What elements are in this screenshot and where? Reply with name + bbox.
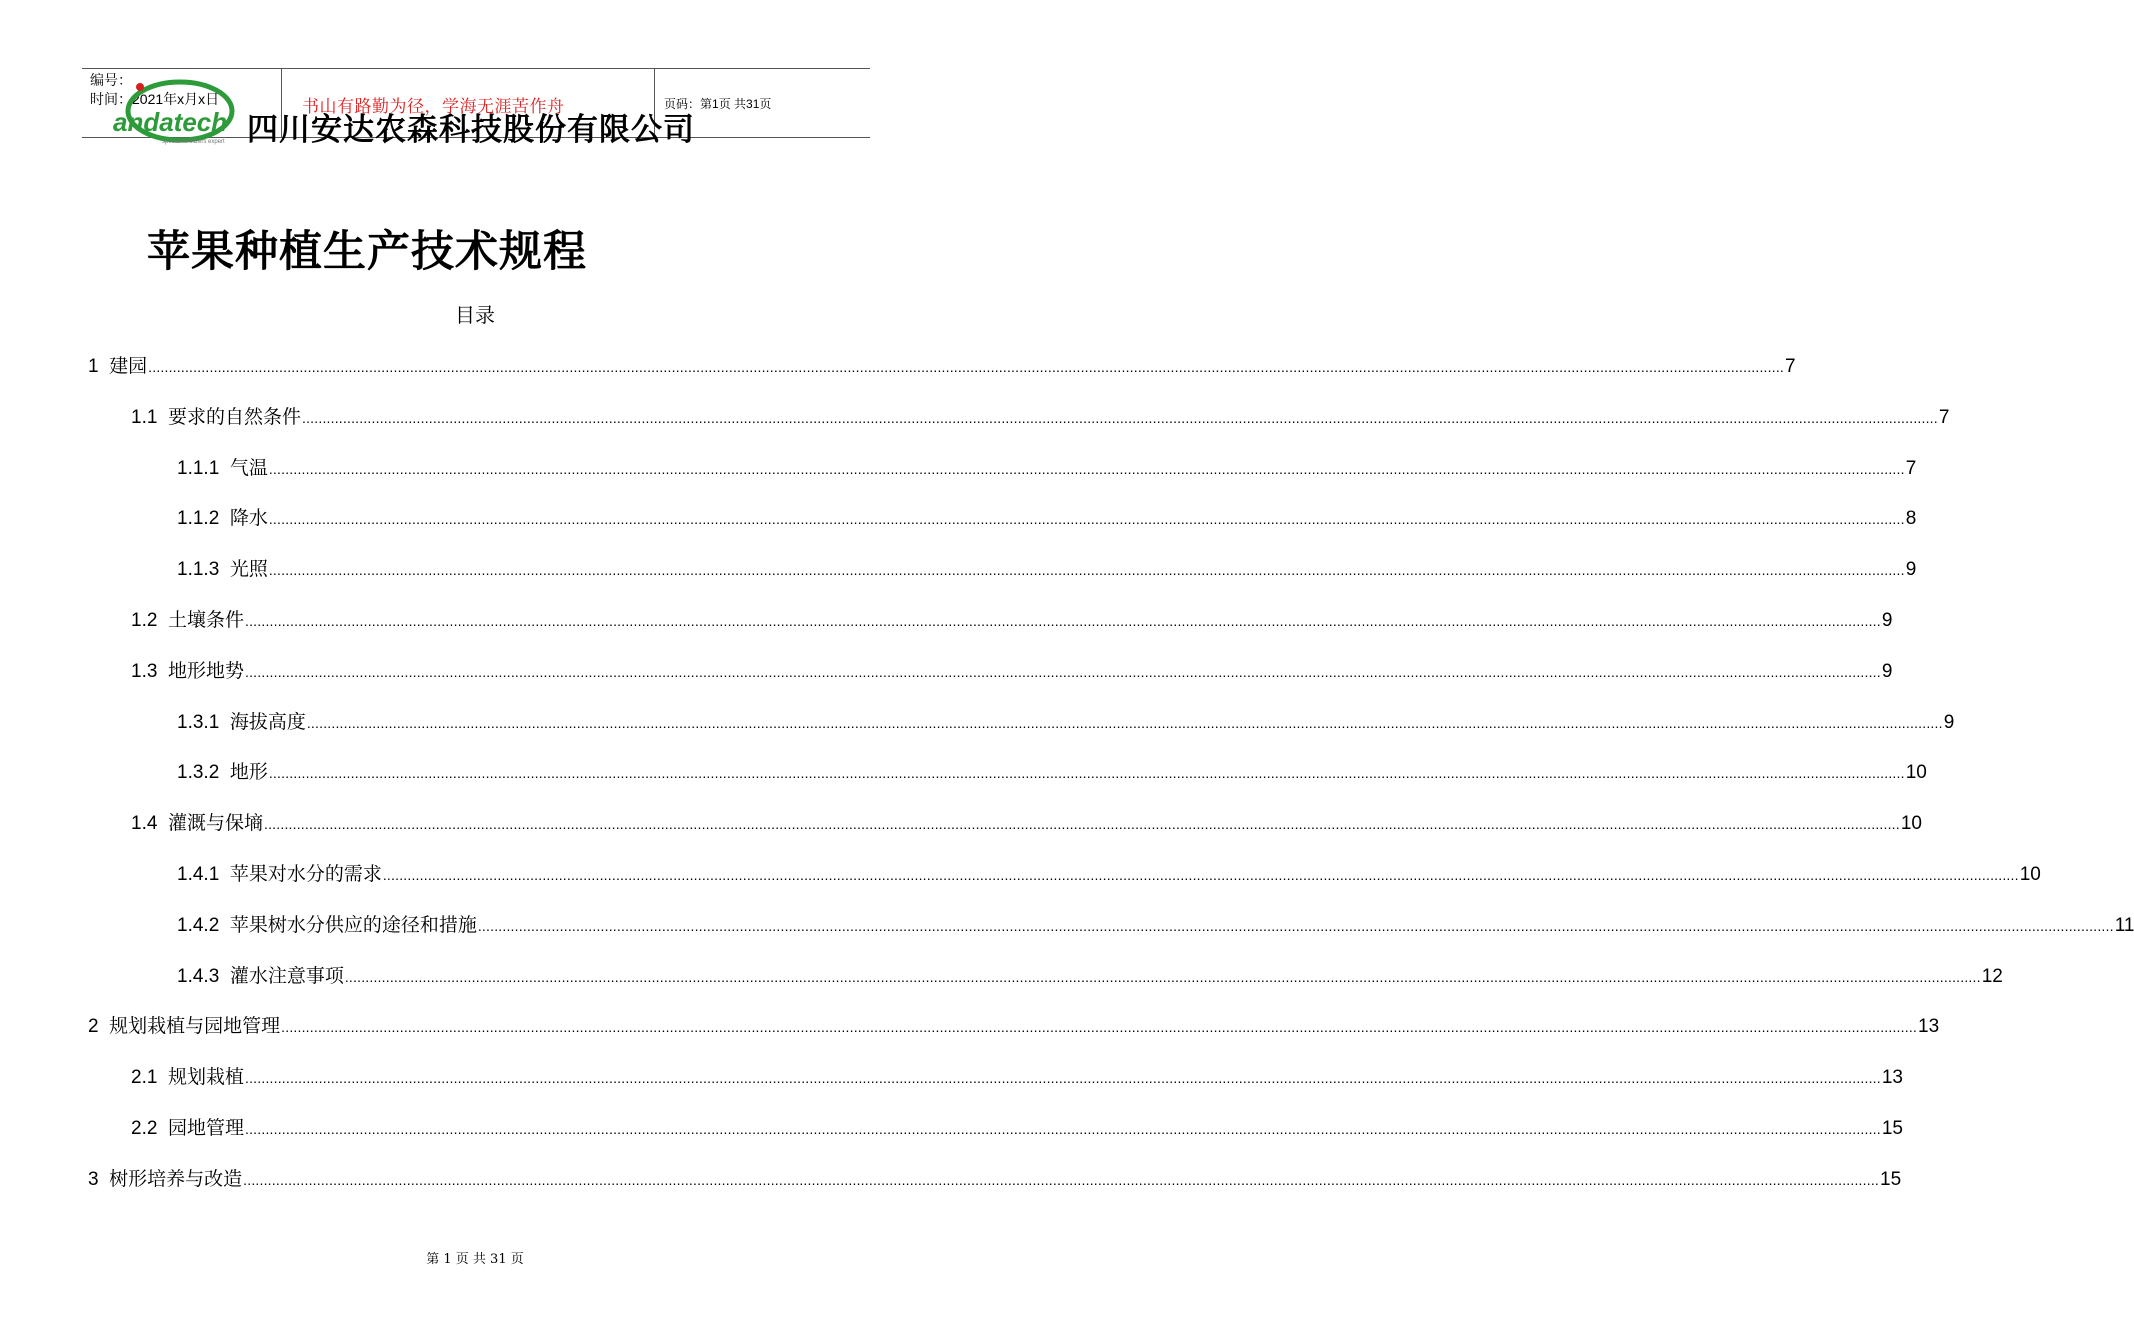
toc-leader-dots: ................................................................................................................................................................................................................................................................................................................................................................................................................ [245, 613, 1881, 629]
toc-entry[interactable] [131, 655, 1893, 683]
toc-entry[interactable] [177, 553, 1917, 581]
toc-leader-dots: ................................................................................................................................................................................................................................................................................................................................................................................................................ [268, 511, 1905, 528]
toc-entry-text: 要求的自然条件 [167, 406, 301, 428]
page-current: 1 [712, 97, 719, 111]
toc-leader-dots: ................................................................................................................................................................................................................................................................................................................................................................................................................ [268, 562, 1905, 579]
toc-entry[interactable] [131, 604, 1893, 632]
toc-entry[interactable] [177, 452, 1917, 480]
toc-entry-number: 2 [88, 1016, 110, 1038]
toc-entry[interactable] [177, 909, 2134, 937]
toc-entry-text: 地形地势 [167, 660, 244, 682]
document-header [82, 68, 870, 148]
toc-entry-number: 3 [88, 1168, 110, 1190]
toc-leader-dots: ................................................................................................................................................................................................................................................................................................................................................................................................................ [382, 867, 2019, 883]
toc-entry-page: 9 [1881, 660, 1893, 682]
toc-entry[interactable] [131, 1061, 1903, 1089]
company-name: 四川安达农森科技股份有限公司 [247, 112, 695, 148]
toc-entry[interactable] [131, 401, 1950, 429]
logo-tagline: special fertilizers expert [162, 139, 225, 145]
toc-entry-page: 7 [1905, 457, 1917, 479]
toc-entry-number: 1.3.1 [177, 711, 230, 733]
toc-leader-dots: ................................................................................................................................................................................................................................................................................................................................................................................................................ [306, 714, 1943, 731]
toc-entry-number: 1.3.2 [177, 762, 230, 784]
toc-entry[interactable] [177, 706, 1955, 734]
toc-entry-page: 10 [1905, 762, 1927, 784]
toc-entry-text: 园地管理 [167, 1118, 244, 1139]
toc-leader-dots: ................................................................................................................................................................................................................................................................................................................................................................................................................ [268, 765, 1905, 782]
toc-entry[interactable] [131, 807, 1922, 835]
toc-entry-page: 8 [1905, 508, 1917, 530]
toc-leader-dots: ................................................................................................................................................................................................................................................................................................................................................................................................................ [268, 460, 1905, 477]
toc-entry-number: 1.1.3 [177, 559, 230, 581]
toc-leader-dots: ................................................................................................................................................................................................................................................................................................................................................................................................................ [344, 968, 1981, 985]
toc-entry[interactable] [177, 960, 2003, 988]
toc-entry[interactable] [88, 1163, 1902, 1191]
toc-leader-dots: ................................................................................................................................................................................................................................................................................................................................................................................................................ [281, 1019, 1917, 1036]
toc-entry[interactable] [88, 350, 1796, 378]
toc-entry[interactable] [131, 1112, 1903, 1140]
toc-entry-text: 地形 [229, 762, 268, 784]
toc-leader-dots: ................................................................................................................................................................................................................................................................................................................................................................................................................ [245, 1121, 1881, 1137]
toc-entry-text: 苹果树水分供应的途径和措施 [229, 914, 477, 936]
toc-leader-dots: ................................................................................................................................................................................................................................................................................................................................................................................................................ [148, 359, 1784, 375]
toc-entry-text: 建园 [109, 356, 148, 377]
toc-entry-page: 9 [1905, 559, 1917, 581]
page-total: 31 [746, 97, 760, 111]
toc-entry-page: 9 [1881, 610, 1893, 631]
toc-entry-page: 13 [1918, 1016, 1940, 1038]
toc-entry-page: 9 [1943, 711, 1955, 733]
toc-entry-text: 规划栽植与园地管理 [109, 1016, 281, 1038]
toc-entry[interactable] [177, 756, 1927, 784]
toc-entry-page: 15 [1880, 1168, 1902, 1190]
toc-entry-number: 2.1 [131, 1067, 168, 1089]
document-title: 苹果种植生产技术规程 [147, 227, 587, 277]
toc-entry-text: 光照 [229, 559, 268, 581]
toc-leader-dots: ................................................................................................................................................................................................................................................................................................................................................................................................................ [477, 917, 2114, 934]
logo-wordmark: andatech [113, 107, 228, 137]
toc-entry-page: 13 [1881, 1067, 1903, 1089]
page-footer: 第 1 页 共 31 页 [426, 1252, 524, 1267]
toc-entry-number: 1.4.2 [177, 914, 230, 936]
toc-entry-page: 7 [1785, 356, 1796, 377]
toc-entry[interactable] [177, 858, 2041, 886]
toc-entry-text: 苹果对水分的需求 [229, 864, 382, 885]
toc-entry-page: 10 [2019, 864, 2041, 885]
toc-entry[interactable] [88, 1010, 1940, 1038]
toc-entry-page: 11 [2114, 914, 2134, 936]
toc-entry-page: 10 [1900, 813, 1922, 835]
toc-entry-number: 1.4.1 [177, 864, 230, 885]
toc-entry-text: 气温 [229, 457, 268, 479]
toc-entry-text: 土壤条件 [167, 610, 244, 631]
toc-leader-dots: ................................................................................................................................................................................................................................................................................................................................................................................................................ [245, 1070, 1881, 1087]
toc-entry-number: 1 [88, 356, 110, 377]
toc-entry-number: 1.2 [131, 610, 168, 631]
toc-heading: 目录 [455, 305, 495, 327]
toc-leader-dots: ................................................................................................................................................................................................................................................................................................................................................................................................................ [264, 816, 1900, 833]
page-suffix: 页 [759, 97, 772, 111]
toc-entry-page: 15 [1881, 1118, 1903, 1139]
toc-leader-dots: ................................................................................................................................................................................................................................................................................................................................................................................................................ [243, 1171, 1879, 1188]
document-time-label: 时间：2021年x月x日 [90, 91, 220, 107]
toc-entry-page: 12 [1981, 965, 2003, 987]
toc-entry-text: 海拔高度 [229, 711, 306, 733]
header-motto: 书山有路勤为径，学海无涯苦作舟 [302, 97, 565, 117]
toc-entry-text: 灌水注意事项 [229, 965, 344, 987]
page-mid: 页 共 [718, 97, 747, 111]
page-prefix: 页码：第 [664, 97, 713, 111]
toc-entry-text: 灌溉与保墒 [167, 813, 263, 835]
toc-entry-text: 树形培养与改造 [109, 1168, 243, 1190]
toc-entry-number: 2.2 [131, 1118, 168, 1139]
toc-entry-text: 降水 [229, 508, 268, 530]
toc-entry-number: 1.1 [131, 406, 168, 428]
toc-leader-dots: ................................................................................................................................................................................................................................................................................................................................................................................................................ [245, 663, 1881, 680]
toc-entry-page: 7 [1938, 406, 1950, 428]
toc-leader-dots: ................................................................................................................................................................................................................................................................................................................................................................................................................ [302, 409, 1938, 426]
toc-entry-number: 1.3 [131, 660, 168, 682]
toc-entry[interactable] [177, 502, 1917, 530]
company-logo [110, 71, 250, 145]
document-number-label: 编号： [90, 72, 132, 88]
toc-entry-number: 1.1.1 [177, 457, 230, 479]
toc-entry-text: 规划栽植 [167, 1067, 244, 1089]
toc-entry-number: 1.4 [131, 813, 168, 835]
toc-entry-number: 1.4.3 [177, 965, 230, 987]
toc-entry-number: 1.1.2 [177, 508, 230, 530]
